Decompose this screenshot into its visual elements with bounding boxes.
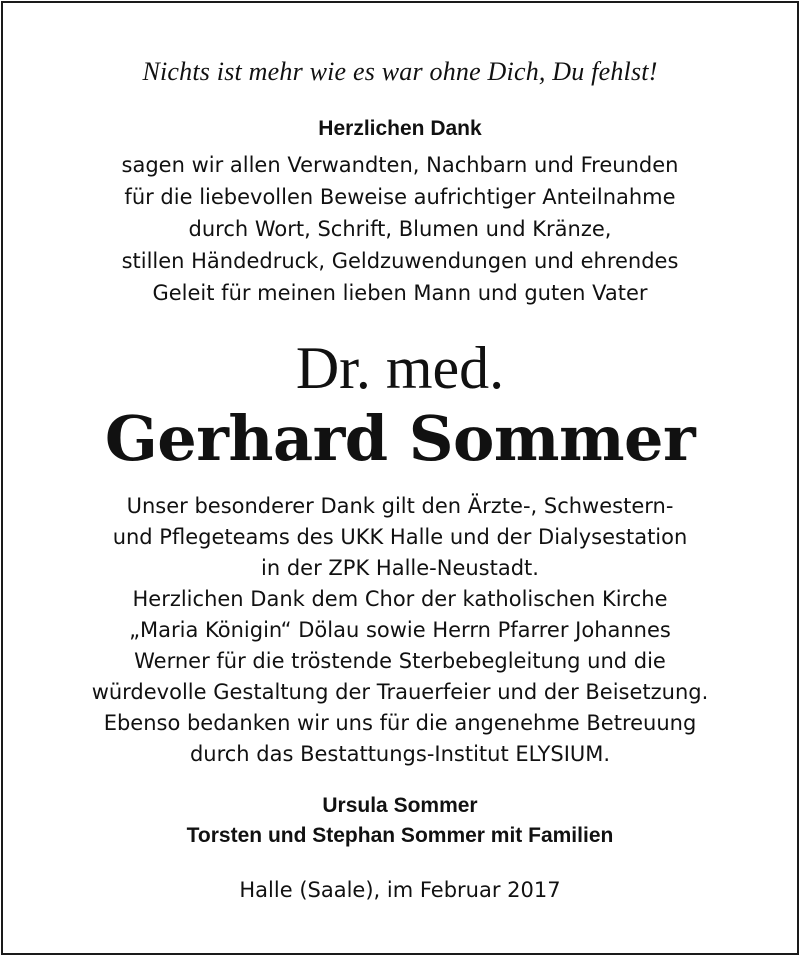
signers xyxy=(3,791,797,851)
signer-line: Ursula Sommer xyxy=(322,794,478,817)
place-date: Halle (Saale), im Februar 2017 xyxy=(239,878,561,902)
special-thanks xyxy=(3,491,797,770)
thanks-title: Herzlichen Dank xyxy=(318,117,482,140)
thanks-line: stillen Händedruck, Geldzuwendungen und ehrendes xyxy=(121,249,679,273)
signer-line: Torsten und Stephan Sommer mit Familien xyxy=(186,824,614,847)
deceased-name: Gerhard Sommer xyxy=(104,402,696,475)
special-thanks-line: in der ZPK Halle-Neustadt. xyxy=(261,556,539,580)
thanks-body xyxy=(3,149,797,309)
motto: Nichts ist mehr wie es war ohne Dich, Du fehlst! xyxy=(142,57,658,86)
deceased-title: Dr. med. xyxy=(295,335,505,401)
thanks-line: durch Wort, Schrift, Blumen und Kränze, xyxy=(188,217,612,241)
special-thanks-line: Ebenso bedanken wir uns für die angenehme Betreuung xyxy=(103,711,697,735)
obituary-card xyxy=(1,1,799,955)
special-thanks-line: Unser besonderer Dank gilt den Ärzte-, Schwestern- xyxy=(126,494,674,518)
special-thanks-line: Herzlichen Dank dem Chor der katholischen Kirche xyxy=(132,587,668,611)
special-thanks-line: durch das Bestattungs-Institut ELYSIUM. xyxy=(189,742,611,766)
thanks-line: Geleit für meinen lieben Mann und guten Vater xyxy=(152,281,648,305)
special-thanks-line: und Pflegeteams des UKK Halle und der Dialysestation xyxy=(112,525,688,549)
thanks-line: für die liebevollen Beweise aufrichtiger Anteilnahme xyxy=(124,185,676,209)
thanks-line: sagen wir allen Verwandten, Nachbarn und Freunden xyxy=(121,153,679,177)
special-thanks-line: „Maria Königin“ Dölau sowie Herrn Pfarrer Johannes xyxy=(129,618,671,642)
special-thanks-line: Werner für die tröstende Sterbebegleitung und die xyxy=(134,649,666,673)
special-thanks-line: würdevolle Gestaltung der Trauerfeier und der Beisetzung. xyxy=(91,680,709,704)
